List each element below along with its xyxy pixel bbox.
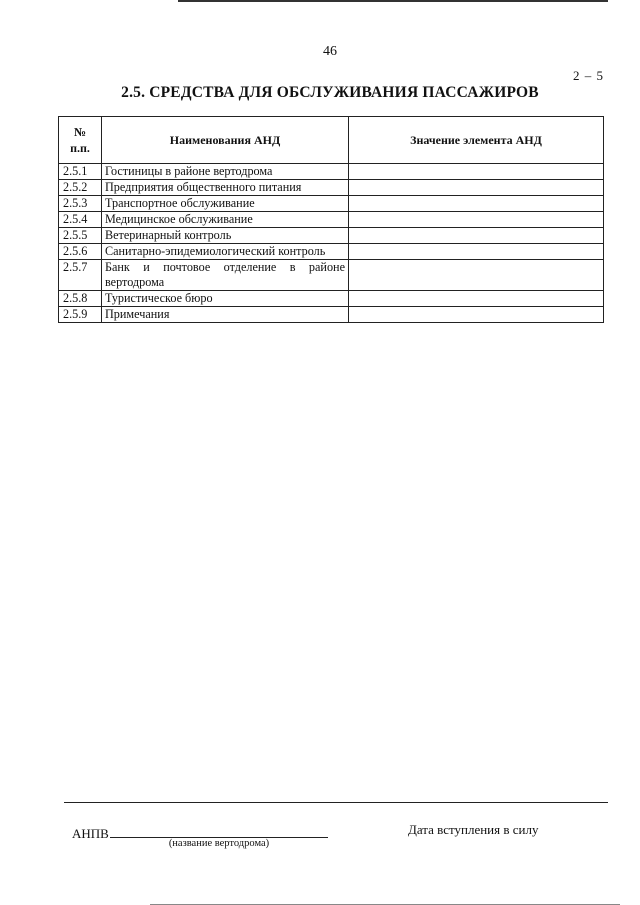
row-num: 2.5.5: [59, 228, 102, 244]
row-name-line2: вертодрома: [105, 275, 165, 289]
table-row: [59, 164, 604, 180]
header-num: [59, 117, 102, 164]
row-num: 2.5.4: [59, 212, 102, 228]
row-num: 2.5.7: [59, 260, 102, 291]
row-name: [102, 260, 349, 291]
row-name: Туристическое бюро: [102, 291, 349, 307]
header-value: Значение элемента АНД: [349, 117, 604, 164]
row-num: 2.5.1: [59, 164, 102, 180]
row-num: 2.5.8: [59, 291, 102, 307]
page-number: 46: [323, 44, 337, 59]
top-border-line: [178, 0, 608, 2]
row-value: [349, 244, 604, 260]
anpv-label: АНПВ: [72, 826, 109, 841]
table-row: [59, 180, 604, 196]
table-row: [59, 244, 604, 260]
row-num: 2.5.9: [59, 307, 102, 323]
row-name-line1: Банк и почтовое отделение в районе: [105, 260, 345, 274]
table-row: [59, 307, 604, 323]
row-value: [349, 212, 604, 228]
table-header-row: [59, 117, 604, 164]
row-name: Гостиницы в районе вертодрома: [102, 164, 349, 180]
section-title: 2.5. СРЕДСТВА ДЛЯ ОБСЛУЖИВАНИЯ ПАССАЖИРОВ: [121, 84, 539, 101]
footer-rule: [64, 802, 608, 803]
row-name: Ветеринарный контроль: [102, 228, 349, 244]
row-name: Предприятия общественного питания: [102, 180, 349, 196]
table-row: [59, 196, 604, 212]
table-row: [59, 291, 604, 307]
row-value: [349, 260, 604, 291]
row-value: [349, 196, 604, 212]
row-name: Транспортное обслуживание: [102, 196, 349, 212]
row-value: [349, 180, 604, 196]
anpv-caption: (название вертодрома): [168, 838, 270, 849]
row-num: 2.5.3: [59, 196, 102, 212]
header-num-line1: №: [73, 125, 87, 139]
section-code: 2 – 5: [573, 68, 604, 83]
row-name: Медицинское обслуживание: [102, 212, 349, 228]
row-num: 2.5.6: [59, 244, 102, 260]
table-row: [59, 228, 604, 244]
effective-date-label: Дата вступления в силу: [408, 822, 539, 837]
row-num: 2.5.2: [59, 180, 102, 196]
and-table: [58, 116, 604, 323]
row-name: Примечания: [102, 307, 349, 323]
row-value: [349, 307, 604, 323]
header-name: Наименования АНД: [102, 117, 349, 164]
table-row: [59, 212, 604, 228]
header-num-line2: п.п.: [70, 141, 90, 155]
row-name: Санитарно-эпидемиологический контроль: [102, 244, 349, 260]
row-value: [349, 228, 604, 244]
row-value: [349, 164, 604, 180]
table-row: [59, 260, 604, 291]
row-value: [349, 291, 604, 307]
